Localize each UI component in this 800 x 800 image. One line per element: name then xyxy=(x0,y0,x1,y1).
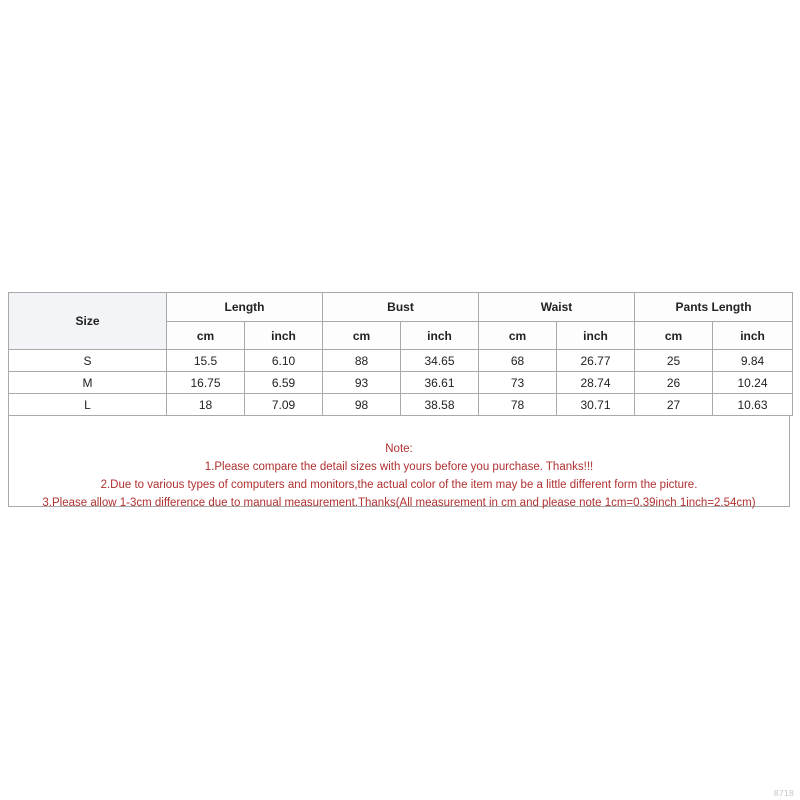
table-cell: 16.75 xyxy=(167,372,245,394)
note-line-3: 3.Please allow 1-3cm difference due to manual measurement.Thanks(All measurement in cm and please note 1cm=0.39inch 1inch=2.54cm) xyxy=(42,497,756,509)
unit-header: cm xyxy=(479,322,557,350)
table-row-m xyxy=(9,372,793,394)
unit-header: inch xyxy=(401,322,479,350)
table-cell: 78 xyxy=(479,394,557,416)
size-cell: L xyxy=(9,394,167,416)
unit-header: cm xyxy=(167,322,245,350)
group-header-bust: Bust xyxy=(323,293,479,322)
table-cell: 10.63 xyxy=(713,394,793,416)
table-cell: 6.59 xyxy=(245,372,323,394)
table-cell: 6.10 xyxy=(245,350,323,372)
unit-header: inch xyxy=(557,322,635,350)
unit-header: inch xyxy=(713,322,793,350)
size-cell: M xyxy=(9,372,167,394)
table-row-s xyxy=(9,350,793,372)
table-cell: 27 xyxy=(635,394,713,416)
size-chart xyxy=(8,292,792,507)
table-cell: 26.77 xyxy=(557,350,635,372)
table-cell: 36.61 xyxy=(401,372,479,394)
table-cell: 34.65 xyxy=(401,350,479,372)
table-cell: 15.5 xyxy=(167,350,245,372)
size-table xyxy=(8,292,793,416)
table-cell: 25 xyxy=(635,350,713,372)
table-cell: 9.84 xyxy=(713,350,793,372)
unit-header: inch xyxy=(245,322,323,350)
size-cell: S xyxy=(9,350,167,372)
group-header-row xyxy=(9,293,793,322)
table-row-l xyxy=(9,394,793,416)
table-cell: 38.58 xyxy=(401,394,479,416)
table-cell: 28.74 xyxy=(557,372,635,394)
note-line-1: 1.Please compare the detail sizes with yours before you purchase. Thanks!!! xyxy=(204,461,594,473)
table-cell: 93 xyxy=(323,372,401,394)
group-header-waist: Waist xyxy=(479,293,635,322)
note-line-2: 2.Due to various types of computers and monitors,the actual color of the item may be a little different form the picture. xyxy=(100,479,698,491)
notes-box xyxy=(8,416,790,507)
group-header-pants-length: Pants Length xyxy=(635,293,793,322)
table-cell: 30.71 xyxy=(557,394,635,416)
table-cell: 26 xyxy=(635,372,713,394)
notes-title: Note: xyxy=(385,443,413,455)
size-column-header: Size xyxy=(9,293,167,350)
table-cell: 73 xyxy=(479,372,557,394)
unit-header: cm xyxy=(635,322,713,350)
group-header-length: Length xyxy=(167,293,323,322)
table-cell: 88 xyxy=(323,350,401,372)
table-cell: 18 xyxy=(167,394,245,416)
watermark: 8718 xyxy=(773,789,794,798)
table-cell: 68 xyxy=(479,350,557,372)
table-cell: 7.09 xyxy=(245,394,323,416)
table-cell: 10.24 xyxy=(713,372,793,394)
unit-header: cm xyxy=(323,322,401,350)
table-cell: 98 xyxy=(323,394,401,416)
